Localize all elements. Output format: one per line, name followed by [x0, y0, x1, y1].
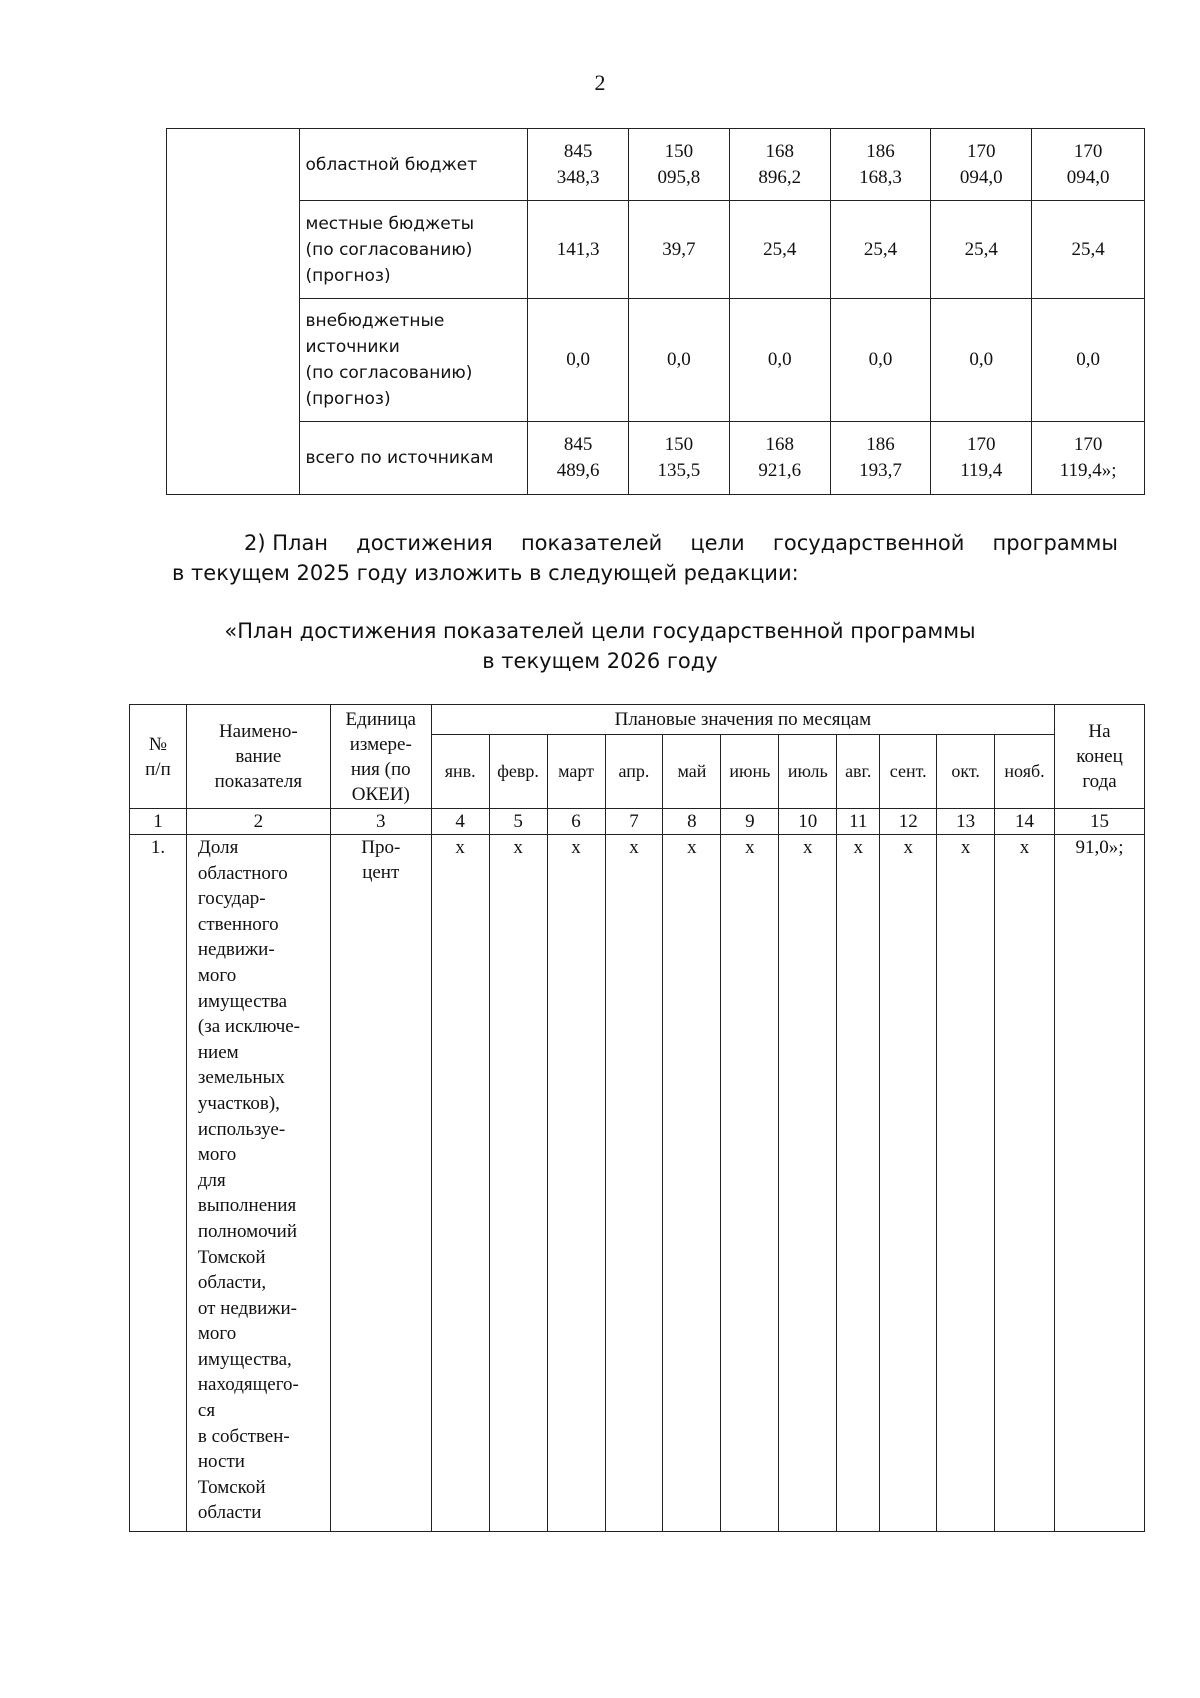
funding-value: 168 896,2 [729, 129, 830, 201]
row-num: 1. [130, 835, 187, 1532]
column-number: 9 [721, 809, 779, 835]
paragraph-word: государственной [772, 531, 965, 555]
column-number: 8 [663, 809, 721, 835]
funding-row [167, 201, 1145, 299]
funding-blank-cell [167, 129, 300, 495]
header-month: апр. [605, 735, 663, 809]
row-unit: Про- цент [330, 835, 431, 1532]
column-number: 4 [431, 809, 489, 835]
funding-value: 25,4 [931, 201, 1032, 299]
funding-value: 150 135,5 [629, 422, 730, 495]
header-month: май [663, 735, 721, 809]
funding-source: областной бюджет [299, 129, 528, 201]
header-year-end: На конец года [1055, 705, 1145, 809]
funding-value: 845 348,3 [528, 129, 629, 201]
paragraph-word: показателей [520, 531, 663, 555]
header-month: авг. [837, 735, 880, 809]
header-month: янв. [431, 735, 489, 809]
funding-row [167, 129, 1145, 201]
page-number: 2 [594, 70, 606, 95]
row-year-end: 91,0»; [1055, 835, 1145, 1532]
amendment-paragraph [172, 528, 1118, 588]
column-number: 2 [186, 809, 330, 835]
paragraph-word: программы [992, 531, 1118, 555]
funding-value: 150 095,8 [629, 129, 730, 201]
row-month-value: х [431, 835, 489, 1532]
row-month-value: х [779, 835, 837, 1532]
row-name: Доля областного государ- ственного недвижи- мого имущества (за исключе- нием земельных участков), используе- мого для выполнения полномочий Томской области, от недвижи- мого имущества, находящего- ся в собствен- ности Томской области [186, 835, 330, 1532]
header-month: февр. [489, 735, 547, 809]
funding-value: 25,4 [830, 201, 931, 299]
funding-value: 0,0 [729, 299, 830, 422]
funding-value: 186 193,7 [830, 422, 931, 495]
column-number: 1 [130, 809, 187, 835]
row-month-value: х [663, 835, 721, 1532]
row-month-value: х [995, 835, 1055, 1532]
funding-table [166, 128, 1145, 495]
header-months-group: Плановые значения по месяцам [431, 705, 1054, 735]
funding-value: 170 119,4»; [1032, 422, 1145, 495]
row-month-value: х [721, 835, 779, 1532]
paragraph-line-1 [172, 528, 1118, 558]
header-month: сент. [880, 735, 937, 809]
funding-value: 141,3 [528, 201, 629, 299]
row-month-value: х [880, 835, 937, 1532]
header-month: июнь [721, 735, 779, 809]
row-month-value: х [547, 835, 605, 1532]
column-number: 7 [605, 809, 663, 835]
funding-source: местные бюджеты (по согласованию) (прогноз) [299, 201, 528, 299]
funding-value: 0,0 [931, 299, 1032, 422]
column-number: 10 [779, 809, 837, 835]
column-number: 5 [489, 809, 547, 835]
funding-value: 170 094,0 [931, 129, 1032, 201]
header-month: нояб. [995, 735, 1055, 809]
column-number: 11 [837, 809, 880, 835]
paragraph-line-2: в текущем 2025 году изложить в следующей редакции: [172, 561, 799, 585]
column-number: 3 [330, 809, 431, 835]
funding-value: 0,0 [830, 299, 931, 422]
funding-value: 39,7 [629, 201, 730, 299]
column-number: 15 [1055, 809, 1145, 835]
plan-title-line-2: в текущем 2026 году [482, 649, 718, 673]
funding-value: 25,4 [1032, 201, 1145, 299]
funding-value: 168 921,6 [729, 422, 830, 495]
row-month-value: х [837, 835, 880, 1532]
funding-value: 25,4 [729, 201, 830, 299]
column-number: 12 [880, 809, 937, 835]
row-month-value: х [489, 835, 547, 1532]
row-month-value: х [605, 835, 663, 1532]
plan-table [129, 704, 1145, 1532]
funding-value: 0,0 [528, 299, 629, 422]
paragraph-word: 2) План [244, 531, 329, 555]
column-number: 14 [995, 809, 1055, 835]
header-name: Наимено- вание показателя [186, 705, 330, 809]
funding-value: 186 168,3 [830, 129, 931, 201]
row-month-value: х [937, 835, 995, 1532]
funding-source: всего по источникам [299, 422, 528, 495]
funding-value: 170 094,0 [1032, 129, 1145, 201]
column-number: 6 [547, 809, 605, 835]
header-num: № п/п [130, 705, 187, 809]
plan-title-line-1: «План достижения показателей цели государственной программы [224, 619, 976, 643]
column-number: 13 [937, 809, 995, 835]
funding-source: внебюджетные источники (по согласованию) (прогноз) [299, 299, 528, 422]
header-month: июль [779, 735, 837, 809]
paragraph-word: достижения [356, 531, 493, 555]
funding-row [167, 299, 1145, 422]
funding-value: 845 489,6 [528, 422, 629, 495]
header-month: окт. [937, 735, 995, 809]
funding-value: 170 119,4 [931, 422, 1032, 495]
plan-title [0, 616, 1200, 676]
header-month: март [547, 735, 605, 809]
funding-row [167, 422, 1145, 495]
funding-value: 0,0 [629, 299, 730, 422]
paragraph-word: цели [690, 531, 745, 555]
header-unit: Единица измере- ния (по ОКЕИ) [330, 705, 431, 809]
funding-value: 0,0 [1032, 299, 1145, 422]
